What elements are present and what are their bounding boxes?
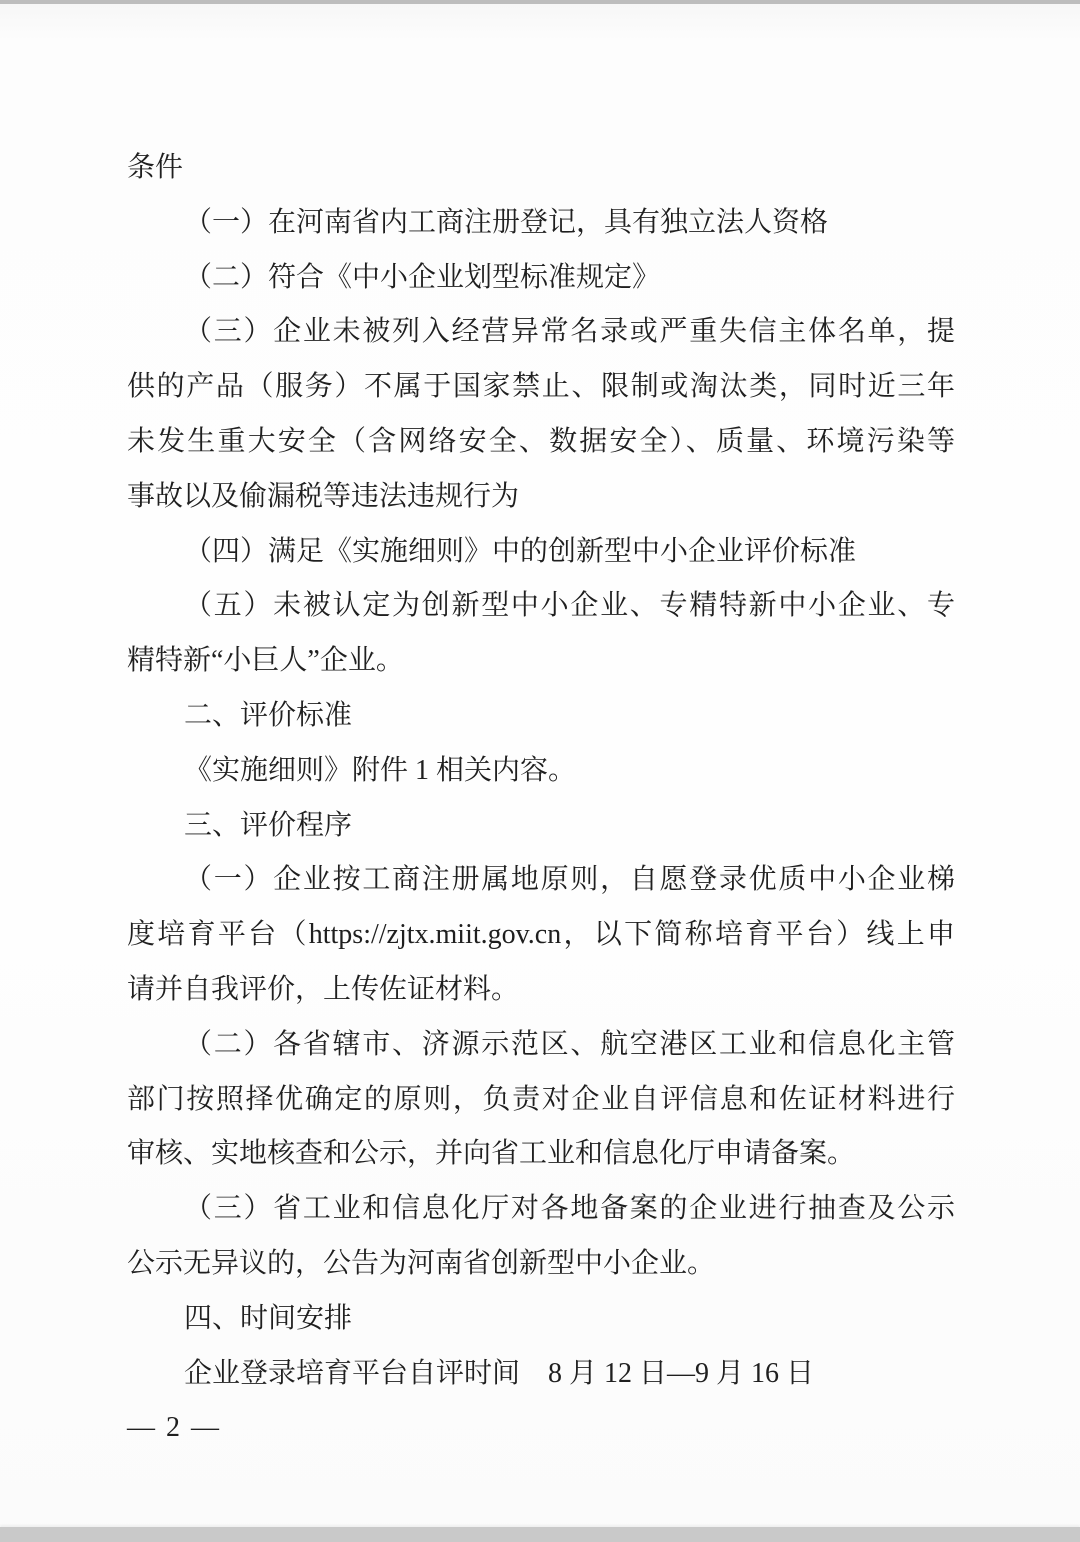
page-number: — 2 — [127,1412,221,1444]
text-line: 《实施细则》附件 1 相关内容。 [184,754,577,786]
text-line: （二）符合《中小企业划型标准规定》 [184,261,661,293]
section-heading: 三、评价程序 [184,809,353,841]
text-line: 审核、实地核查和公示，并向省工业和信息化厅申请备案。 [127,1138,856,1170]
document-body-text [127,141,955,1456]
text-line: 度培育平台（https://zjtx.miit.gov.cn，以下简称培育平台）线上申 [127,919,955,951]
text-line: （五）未被认定为创新型中小企业、专精特新中小企业、专 [184,590,955,622]
photo-bottom-edge [0,1527,1080,1542]
text-line: （三）省工业和信息化厅对各地备案的企业进行抽查及公示 [184,1193,955,1225]
text-line: （一）企业按工商注册属地原则，自愿登录优质中小企业梯 [184,864,955,896]
text-line: （四）满足《实施细则》中的创新型中小企业评价标准 [184,535,857,567]
text-line: 部门按照择优确定的原则，负责对企业自评信息和佐证材料进行 [127,1083,955,1115]
text-line: 请并自我评价，上传佐证材料。 [127,973,520,1005]
text-line: 公示无异议的，公告为河南省创新型中小企业。 [127,1247,716,1279]
section-heading: 四、时间安排 [184,1302,353,1334]
text-line: 精特新“小巨人”企业。 [127,645,404,677]
text-line: （三）企业未被列入经营异常名录或严重失信主体名单，提 [184,316,955,348]
text-line: （一）在河南省内工商注册登记，具有独立法人资格 [184,206,829,238]
text-line: （二）各省辖市、济源示范区、航空港区工业和信息化主管 [184,1028,955,1060]
text-line: 企业登录培育平台自评时间 8 月 12 日—9 月 16 日 [184,1357,815,1389]
text-line: 事故以及偷漏税等违法违规行为 [127,480,520,512]
section-heading: 二、评价标准 [184,699,353,731]
photo-top-edge [0,0,1080,4]
text-line: 供的产品（服务）不属于国家禁止、限制或淘汰类，同时近三年 [127,371,955,403]
text-line: 未发生重大安全（含网络安全、数据安全）、质量、环境污染等 [127,425,955,457]
text-line: 条件 [127,152,184,183]
